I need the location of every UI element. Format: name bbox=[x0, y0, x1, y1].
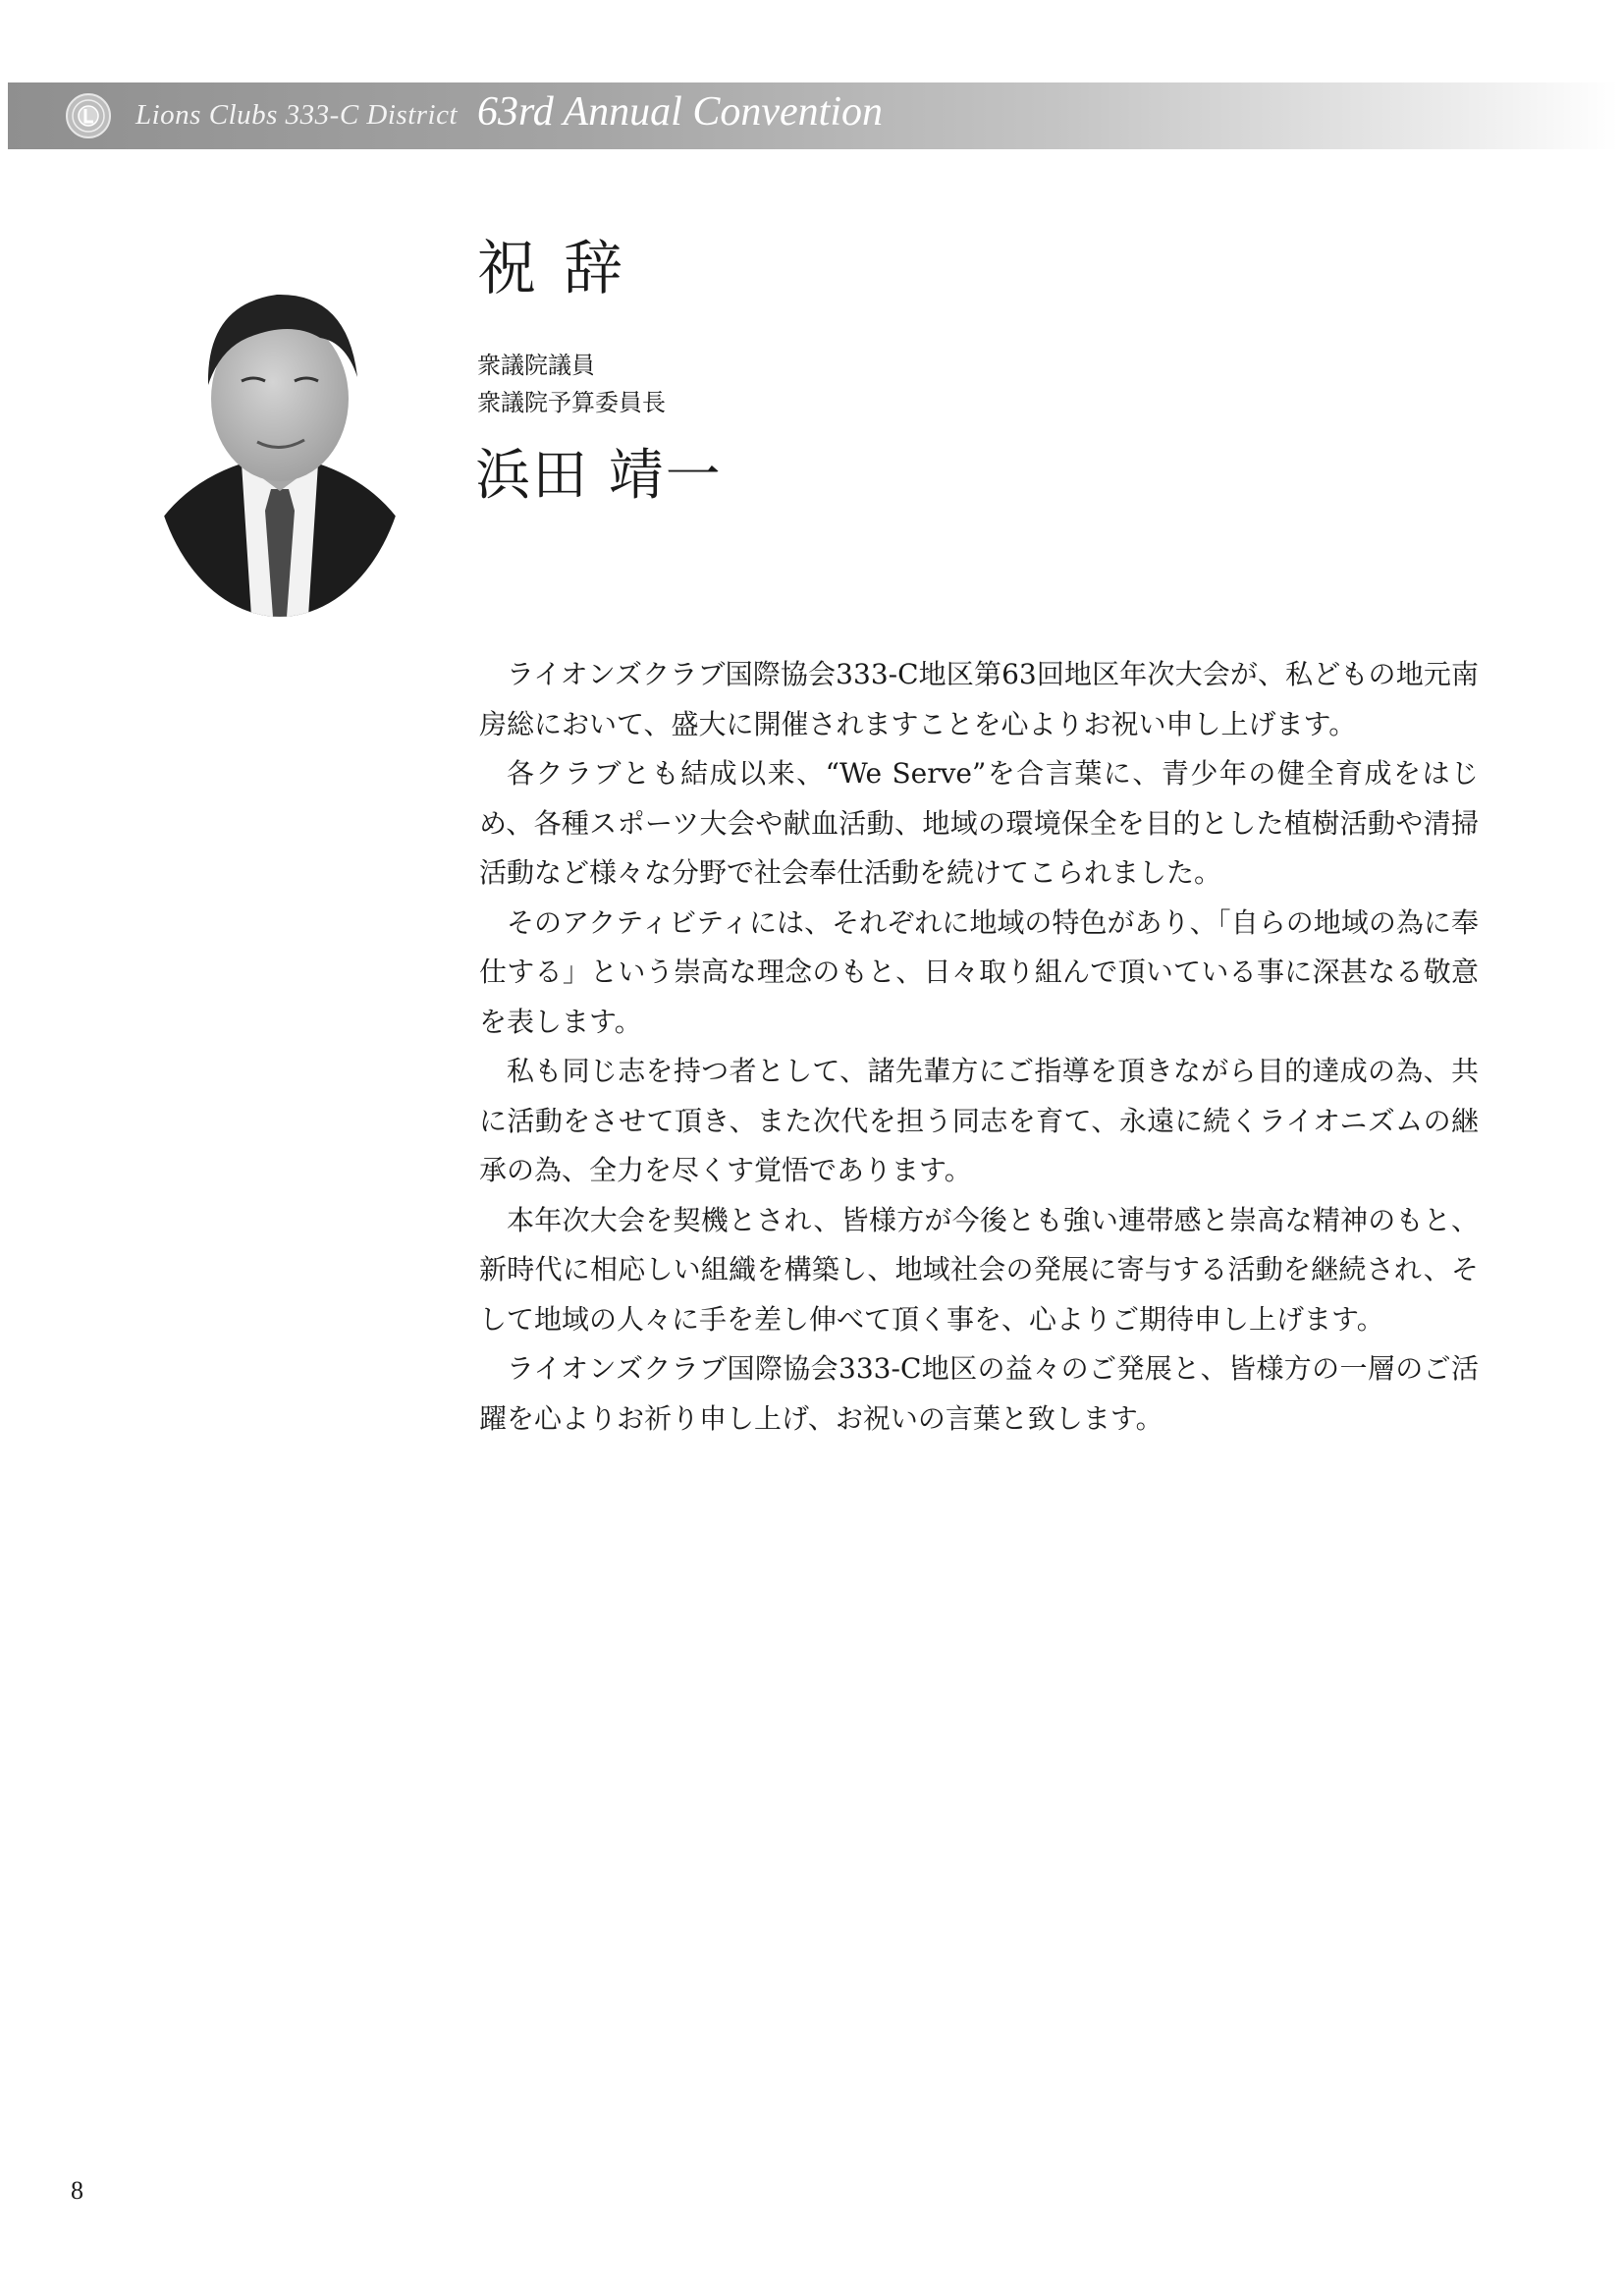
speaker-position-1: 衆議院議員 bbox=[477, 352, 595, 379]
header-event-title: 63rd Annual Convention bbox=[477, 89, 883, 135]
speaker-position-2: 衆議院予算委員長 bbox=[477, 389, 666, 416]
paragraph: ライオンズクラブ国際協会333-C地区の益々のご発展と、皆様方の一層のご活躍を心よりお祈り申し上げ、お祝いの言葉と致します。 bbox=[479, 1352, 1479, 1435]
header-org-name: Lions Clubs 333-C District bbox=[135, 99, 459, 131]
message-body bbox=[479, 650, 1479, 1444]
speaker-portrait bbox=[151, 259, 408, 617]
paragraph: 本年次大会を契機とされ、皆様方が今後とも強い連帯感と崇高な精神のもと、新時代に相応しい組織を構築し、地域社会の発展に寄与する活動を継続され、そして地域の人々に手を差し伸べて頂く事を、心よりご期待申し上げます。 bbox=[479, 1203, 1479, 1336]
page-title: 祝辞 bbox=[477, 235, 650, 303]
lions-emblem-icon bbox=[65, 92, 112, 139]
paragraph: 各クラブとも結成以来、“We Serve”を合言葉に、青少年の健全育成をはじめ、各種スポーツ大会や献血活動、地域の環境保全を目的とした植樹活動や清掃活動など様々な分野で社会奉仕活動を続けてこられました。 bbox=[479, 757, 1479, 889]
paragraph: ライオンズクラブ国際協会333-C地区第63回地区年次大会が、私どもの地元南房総において、盛大に開催されますことを心よりお祝い申し上げます。 bbox=[479, 658, 1479, 740]
paragraph: 私も同じ志を持つ者として、諸先輩方にご指導を頂きながら目的達成の為、共に活動をさせて頂き、また次代を担う同志を育て、永遠に続くライオニズムの継承の為、全力を尽くす覚悟であります。 bbox=[479, 1055, 1479, 1186]
speaker-name: 浜田 靖一 bbox=[475, 444, 723, 508]
page-number: 8 bbox=[71, 2176, 83, 2205]
paragraph: そのアクティビティには、それぞれに地域の特色があり、「自らの地域の為に奉仕する」という崇高な理念のもと、日々取り組んで頂いている事に深甚なる敬意を表します。 bbox=[479, 905, 1479, 1038]
